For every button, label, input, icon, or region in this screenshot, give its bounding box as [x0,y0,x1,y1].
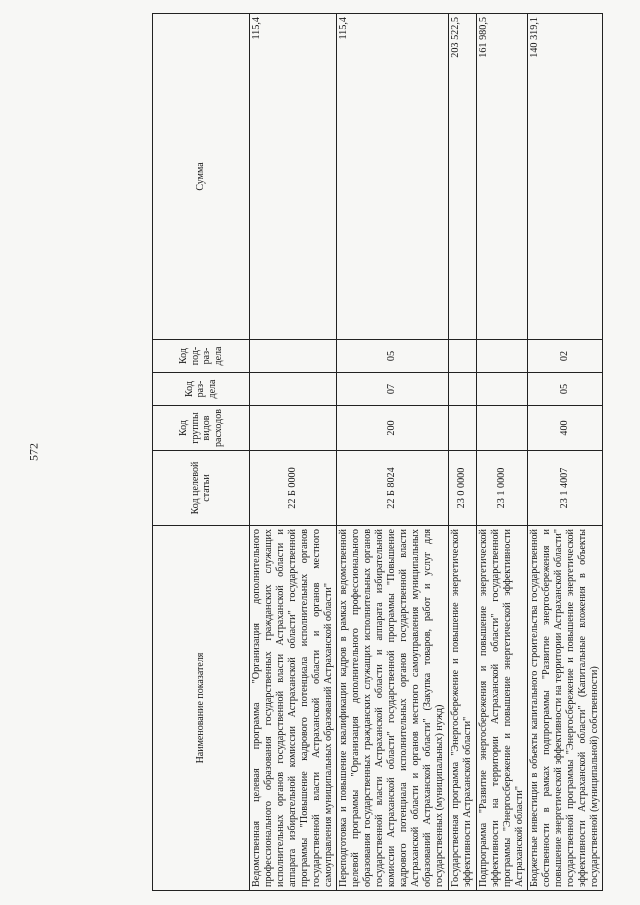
header-target-article-code: Код целевой статьи [153,451,250,526]
header-sum: Сумма [153,14,250,340]
row-section-code [250,373,337,406]
rotated-content [152,14,600,891]
header-subsection-code: Код под-раз-дела [153,340,250,373]
table-row [476,14,527,891]
row-name: Подпрограмма "Развитие энергосбережения и повышение энергетической эффективности на территории Астраханской области" государственной программы "Энергосбережение и повышение энергетической эффективности Астраханской области" [476,526,527,891]
table-header-row [153,14,250,891]
row-section-code [476,373,527,406]
row-target-article-code: 22 Б 8024 [337,451,448,526]
table-row [250,14,337,891]
table-row [527,14,602,891]
row-sum: 115,4 [250,14,337,340]
row-expense-type-code: 200 [337,406,448,451]
row-section-code [448,373,476,406]
row-target-article-code: 23 1 0000 [476,451,527,526]
table-row [448,14,476,891]
rotated-table-area [152,14,600,891]
row-name: Переподготовка и повышение квалификации кадров в рамках ведомственной целевой программы "Организация дополнительного профессионального образования государственных гражданских служащих исполнительных органов государственной власти Астраханской области и аппарата избирательной комиссии Астраханской области" государственной программы "Повышение кадрового потенциала исполнительных органов государственной власти Астраханской области и органов местного самоуправления муниципальных образований Астраханской области" (Закупка товаров, работ и услуг для государственных (муниципальных) нужд) [337,526,448,891]
row-expense-type-code [448,406,476,451]
row-subsection-code: 05 [337,340,448,373]
row-sum: 140 319,1 [527,14,602,340]
header-expense-type-code: Код группы видов расходов [153,406,250,451]
row-name: Ведомственная целевая программа "Организация дополнительного профессионального образования государственных гражданских служащих исполнительных органов государственной власти Астраханской области и аппарата избирательной комиссии Астраханской области" государственной программы "Повышение кадрового потенциала исполнительных органов государственной власти Астраханской области и органов местного самоуправления муниципальных образований Астраханской области" [250,526,337,891]
row-subsection-code [448,340,476,373]
row-name: Бюджетные инвестиции в объекты капитального строительства государственной собственности в рамках подпрограммы "Развитие энергосбережения и повышение энергетической эффективности на территории Астраханской области" государственной программы "Энергосбережение и повышение энергетической эффективности Астраханской области" (Капитальные вложения в объекты государственной (муниципальной) собственности) [527,526,602,891]
budget-table [152,13,603,891]
row-expense-type-code [476,406,527,451]
row-target-article-code: 22 Б 0000 [250,451,337,526]
table-row [337,14,448,891]
row-subsection-code [250,340,337,373]
row-sum: 203 522,5 [448,14,476,340]
row-subsection-code: 02 [527,340,602,373]
header-section-code: Код раз-дела [153,373,250,406]
page-number: 572 [26,443,41,461]
row-expense-type-code: 400 [527,406,602,451]
row-section-code: 05 [527,373,602,406]
row-target-article-code: 23 1 4007 [527,451,602,526]
row-expense-type-code [250,406,337,451]
row-section-code: 07 [337,373,448,406]
row-sum: 115,4 [337,14,448,340]
row-sum: 161 980,5 [476,14,527,340]
row-target-article-code: 23 0 0000 [448,451,476,526]
header-name: Наименование показателя [153,526,250,891]
row-subsection-code [476,340,527,373]
row-name: Государственная программа "Энергосбережение и повышение энергетической эффективности Астраханской области" [448,526,476,891]
